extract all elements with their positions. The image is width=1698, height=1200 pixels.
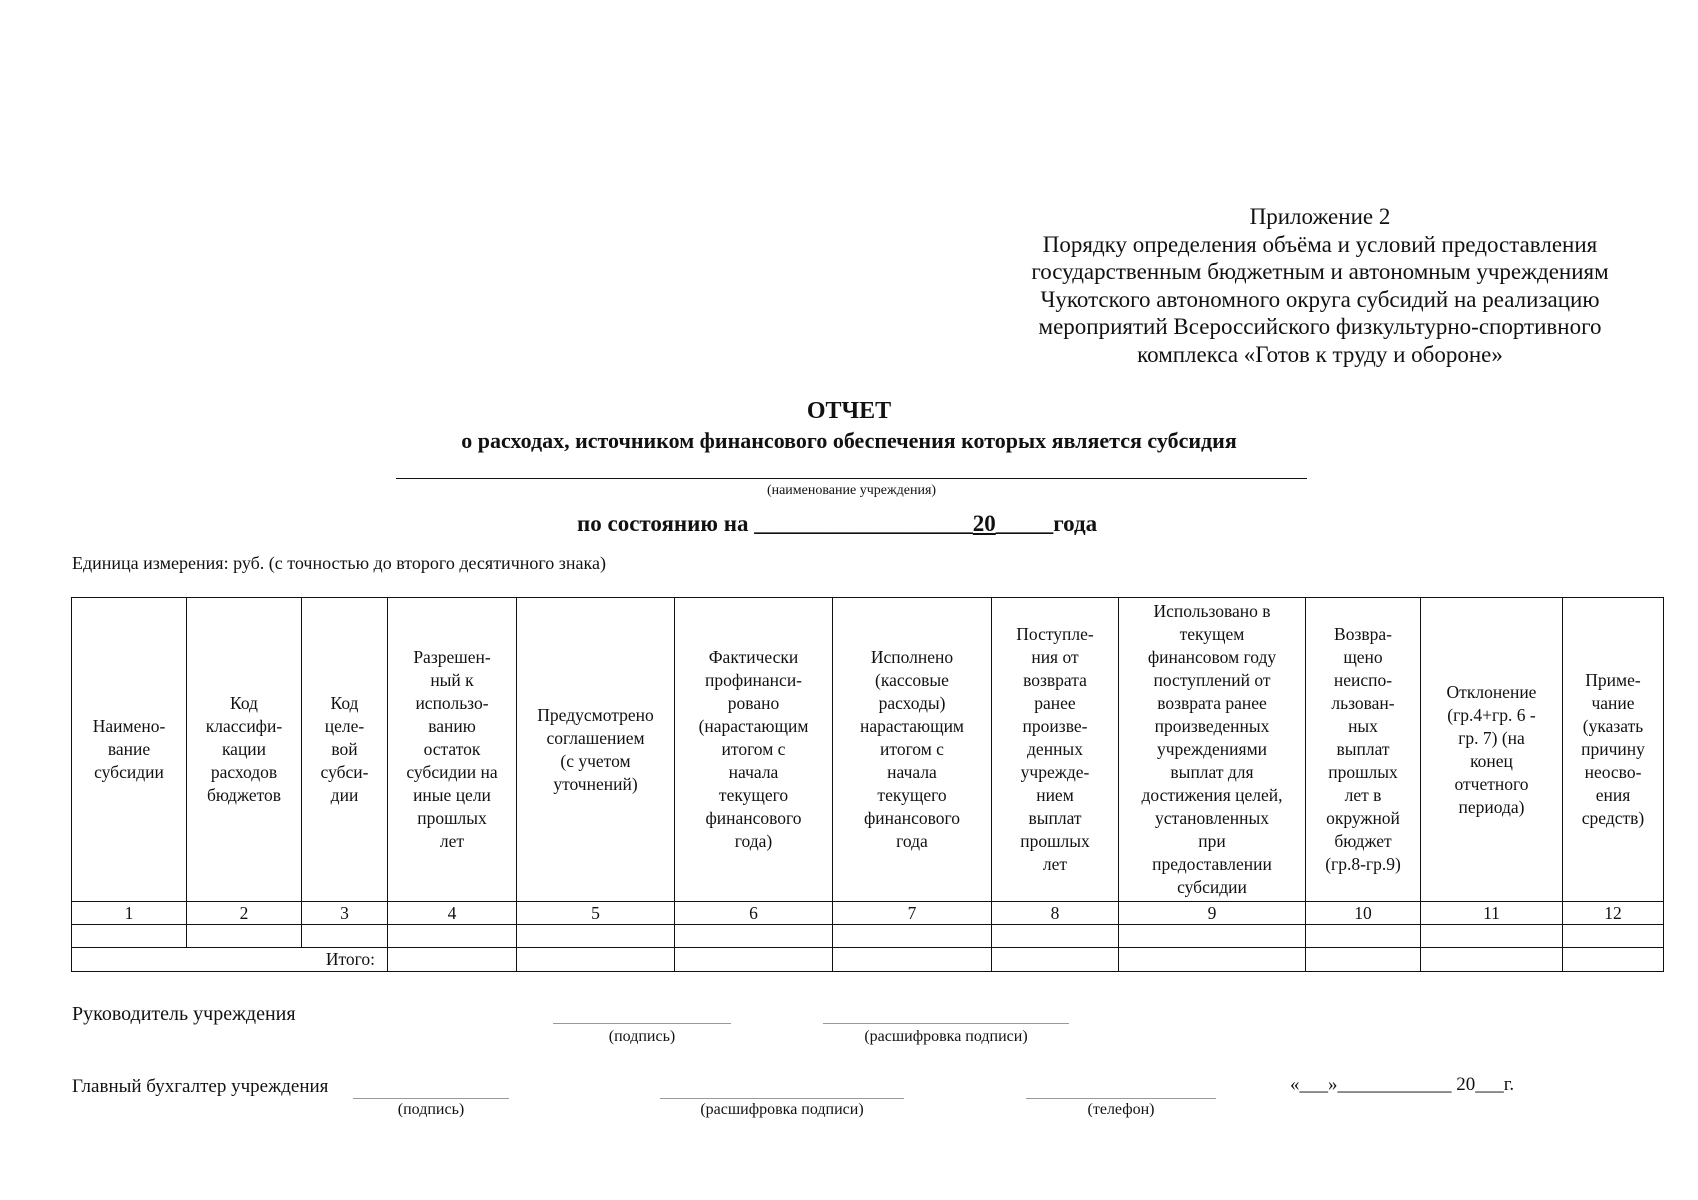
table-cell[interactable] (992, 925, 1119, 948)
total-cell[interactable] (517, 948, 675, 972)
accountant-title: Главный бухгалтер учреждения (72, 1076, 329, 1097)
column-number: 10 (1306, 902, 1421, 925)
column-header-text: Исполнено (кассовые расходы) нарастающим итогом с начала текущего финансового года (859, 647, 965, 851)
column-header (187, 598, 302, 902)
as-of-date-line (577, 511, 1097, 537)
column-header-text: Разрешен- ный к использо- ванию остаток субсидии на иные цели прошлых лет (406, 647, 498, 851)
appendix-line: мероприятий Всероссийского физкультурно-спортивного (1038, 314, 1602, 339)
column-header (1563, 598, 1664, 902)
head-title: Руководитель учреждения (72, 1003, 296, 1025)
column-number: 12 (1563, 902, 1664, 925)
table-cell[interactable] (675, 925, 833, 948)
accountant-decode-caption: (расшифровка подписи) (700, 1101, 864, 1118)
column-header-text: Фактически профинанси- ровано (нарастающим итогом с начала текущего финансового года) (698, 647, 809, 851)
table-cell[interactable] (1563, 925, 1664, 948)
total-cell[interactable] (1306, 948, 1421, 972)
report-table (71, 597, 1664, 972)
column-header (1119, 598, 1306, 902)
column-header (833, 598, 992, 902)
date-field[interactable]: «___»____________ 20___г. (1290, 1074, 1515, 1095)
appendix-header (1000, 203, 1640, 368)
column-header (388, 598, 517, 902)
phone-field[interactable] (1026, 1098, 1216, 1099)
column-number: 11 (1421, 902, 1563, 925)
total-label: Итого: (72, 948, 388, 972)
column-header-text: Код классифи- кации расходов бюджетов (205, 693, 283, 805)
accountant-decode-field[interactable] (660, 1098, 904, 1099)
column-number-row (72, 902, 1664, 925)
total-row (72, 948, 1664, 972)
report-title: ОТЧЕТ (806, 398, 892, 424)
column-header-text: Поступле- ния от возврата ранее произве- денных учрежде- нием выплат прошлых лет (1016, 624, 1094, 874)
total-cell[interactable] (388, 948, 517, 972)
appendix-line: Порядку определения объёма и условий предоставления (1042, 231, 1598, 257)
column-header-text: Использовано в текущем финансовом году поступлений от возврата ранее произведенных учреждениями выплат для достижения целей, установленных при предоставлении субсидии (1141, 601, 1283, 897)
table-cell[interactable] (302, 925, 388, 948)
column-header (72, 598, 187, 902)
column-header (675, 598, 833, 902)
as-of-year-prefix: 20 (972, 511, 996, 536)
column-header-text: Наимено- вание субсидии (92, 716, 166, 782)
column-header (1306, 598, 1421, 902)
as-of-date-blank[interactable]: ___________________ (754, 511, 973, 536)
table-cell[interactable] (517, 925, 675, 948)
column-header-text: Предусмотрено соглашением (с учетом уточнений) (537, 704, 654, 794)
appendix-line: Чукотского автономного округа субсидий на реализацию (1040, 286, 1600, 312)
column-number: 7 (833, 902, 992, 925)
column-number: 6 (675, 902, 833, 925)
column-number: 1 (72, 902, 187, 925)
head-decode-field[interactable] (823, 1023, 1069, 1024)
column-number: 8 (992, 902, 1119, 925)
table-cell[interactable] (1306, 925, 1421, 948)
unit-of-measure: Единица измерения: руб. (с точностью до второго десятичного знака) (72, 553, 606, 573)
appendix-line: Приложение 2 (1249, 204, 1391, 229)
total-cell[interactable] (992, 948, 1119, 972)
accountant-signature-caption: (подпись) (397, 1101, 465, 1118)
as-of-year-blank[interactable]: _____ (995, 511, 1054, 536)
column-header-text: Возвра- щено неиспо- льзован- ных выплат прошлых лет в окружной бюджет (гр.8-гр.9) (1325, 624, 1401, 874)
column-number: 4 (388, 902, 517, 925)
column-number: 3 (302, 902, 388, 925)
table-cell[interactable] (833, 925, 992, 948)
total-cell[interactable] (1563, 948, 1664, 972)
total-cell[interactable] (833, 948, 992, 972)
column-number: 9 (1119, 902, 1306, 925)
appendix-line: комплекса «Готов к труду и обороне» (1137, 341, 1503, 367)
column-header-text: Приме- чание (указать причину неосво- ения средств) (1581, 670, 1645, 828)
column-header-text: Код целе- вой субси- дии (320, 693, 369, 805)
column-header (302, 598, 388, 902)
as-of-prefix: по состоянию на (577, 511, 755, 536)
as-of-suffix: года (1053, 511, 1098, 536)
table-cell[interactable] (1119, 925, 1306, 948)
column-header-text: Отклонение (гр.4+гр. 6 - гр. 7) (на конец отчетного периода) (1446, 681, 1537, 817)
table-header-row (72, 598, 1664, 902)
column-header (992, 598, 1119, 902)
table-cell[interactable] (187, 925, 302, 948)
total-cell[interactable] (1119, 948, 1306, 972)
table-cell[interactable] (388, 925, 517, 948)
institution-name-field[interactable] (396, 478, 1307, 479)
head-signature-field[interactable] (553, 1023, 731, 1024)
column-number: 5 (517, 902, 675, 925)
head-signature-caption: (подпись) (608, 1028, 676, 1045)
table-row (72, 925, 1664, 948)
column-number: 2 (187, 902, 302, 925)
total-cell[interactable] (675, 948, 833, 972)
appendix-line: государственным бюджетным и автономным учреждениям (1031, 259, 1609, 284)
report-subtitle: о расходах, источником финансового обеспечения которых является субсидия (461, 428, 1237, 453)
accountant-signature-field[interactable] (353, 1098, 509, 1099)
table-cell[interactable] (72, 925, 187, 948)
total-cell[interactable] (1421, 948, 1563, 972)
institution-caption: (наименование учреждения) (766, 483, 937, 498)
table-cell[interactable] (1421, 925, 1563, 948)
column-header (517, 598, 675, 902)
head-decode-caption: (расшифровка подписи) (864, 1028, 1028, 1045)
phone-caption: (телефон) (1087, 1101, 1155, 1118)
column-header (1421, 598, 1563, 902)
